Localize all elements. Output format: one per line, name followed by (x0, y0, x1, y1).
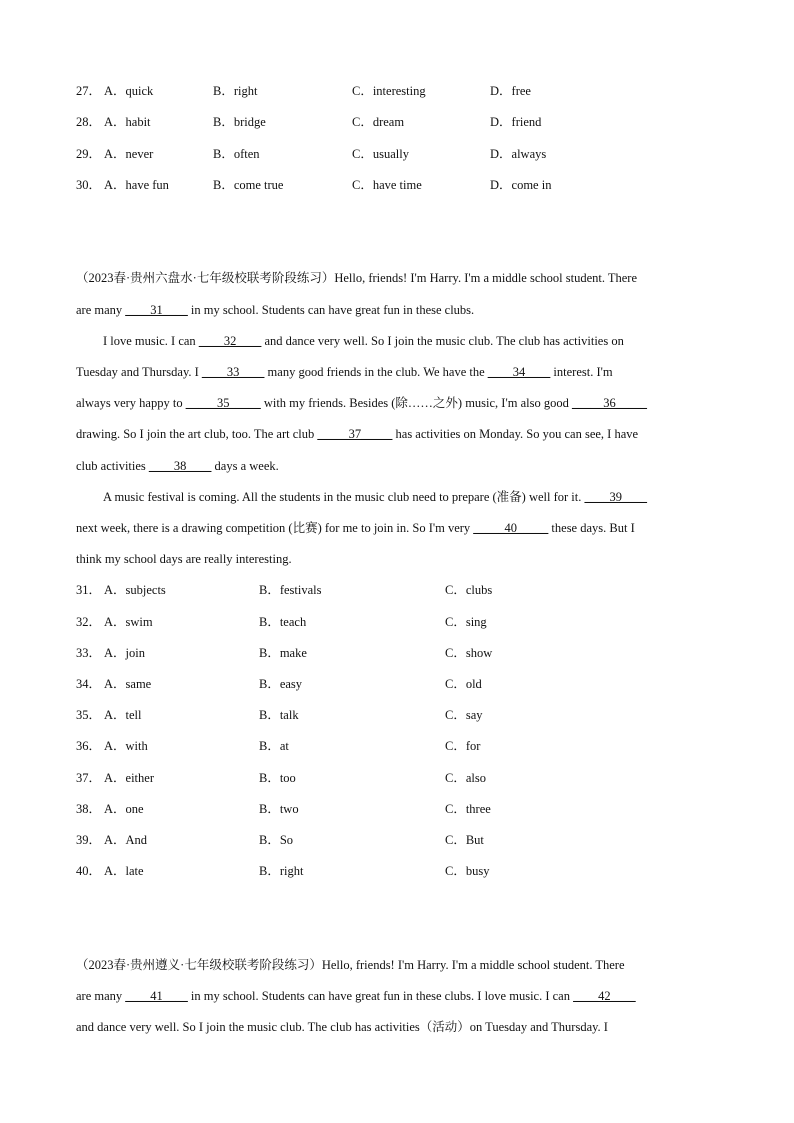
text: interest. I'm (550, 365, 613, 379)
text: A music festival is coming. All the students in the music club need to prepare (准备) well for it. (103, 490, 585, 504)
text: I love music. I can (103, 334, 199, 348)
option-c: C．But (445, 833, 484, 847)
option-c: C．dream (352, 115, 405, 129)
blank-31: ____31____ (125, 303, 188, 317)
q-number: 33． (76, 646, 102, 660)
option-c: C．show (445, 646, 493, 660)
option-b: B．come true (213, 178, 284, 192)
option-a: A．quick (104, 84, 154, 98)
q-number: 32． (76, 615, 102, 629)
option-c: C．usually (352, 147, 409, 161)
option-a: A．tell (104, 708, 142, 722)
blank-40: _____40_____ (473, 521, 549, 535)
passage2-line3: and dance very well. So I join the music club. The club has activities（活动）on Tuesday and Thursday. I (76, 1020, 608, 1034)
option-a: A．habit (104, 115, 151, 129)
option-c: C．also (445, 771, 486, 785)
q-number: 31． (76, 583, 102, 597)
option-a: A．subjects (104, 583, 166, 597)
blank-42: ____42____ (573, 989, 636, 1003)
text: and dance very well. So I join the music club. The club has activities on (261, 334, 624, 348)
option-a: A．join (104, 646, 145, 660)
q-number: 30． (76, 178, 102, 192)
option-a: A．have fun (104, 178, 169, 192)
option-d: D．come in (490, 178, 552, 192)
option-b: B．So (259, 833, 294, 847)
blank-41: ____41____ (125, 989, 188, 1003)
option-c: C．three (445, 802, 491, 816)
text: club activities (76, 459, 149, 473)
q-number: 29． (76, 147, 102, 161)
blank-32: ____32____ (198, 334, 262, 348)
passage1-line3 (76, 331, 745, 351)
q-number: 28． (76, 115, 102, 129)
option-b: B．right (213, 84, 258, 98)
option-b: B．talk (259, 708, 299, 722)
option-b: B．often (213, 147, 260, 161)
option-a: A．with (104, 739, 148, 753)
passage1-line2 (76, 300, 718, 320)
text: always very happy to (76, 396, 186, 410)
passage1-line9 (76, 518, 718, 538)
passage1-line10: think my school days are really interesting. (76, 552, 292, 566)
option-c: C．for (445, 739, 481, 753)
blank-39: ____39____ (584, 490, 648, 504)
text: has activities on Monday. So you can see, I have (392, 427, 639, 441)
option-b: B．too (259, 771, 296, 785)
text: drawing. So I join the art club, too. The art club (76, 427, 318, 441)
passage1-line5 (76, 393, 718, 413)
blank-35: _____35_____ (185, 396, 261, 410)
passage1-line4 (76, 362, 718, 382)
option-b: B．easy (259, 677, 303, 691)
blank-36: _____36_____ (571, 396, 647, 410)
option-a: A．one (104, 802, 144, 816)
text: in my school. Students can have great fun in these clubs. (187, 303, 475, 317)
q-number: 35． (76, 708, 102, 722)
option-c: C．have time (352, 178, 422, 192)
passage1-line7 (76, 456, 718, 476)
q-number: 37． (76, 771, 102, 785)
text: next week, there is a drawing competition (比赛) for me to join in. So I'm very (76, 521, 474, 535)
q-number: 38． (76, 802, 102, 816)
option-a: A．same (104, 677, 152, 691)
passage1-line6 (76, 424, 718, 444)
option-b: B．at (259, 739, 289, 753)
option-c: C．sing (445, 615, 487, 629)
text: Tuesday and Thursday. I (76, 365, 202, 379)
option-d: D．always (490, 147, 547, 161)
blank-34: ____34____ (487, 365, 551, 379)
q-number: 40． (76, 864, 102, 878)
option-b: B．two (259, 802, 299, 816)
option-d: D．free (490, 84, 531, 98)
option-a: A．never (104, 147, 154, 161)
option-c: C．clubs (445, 583, 493, 597)
option-b: B．make (259, 646, 307, 660)
option-a: A．And (104, 833, 148, 847)
blank-37: _____37_____ (317, 427, 393, 441)
text: are many (76, 303, 126, 317)
text: in my school. Students can have great fun in these clubs. I love music. I can (187, 989, 574, 1003)
option-b: B．teach (259, 615, 307, 629)
passage2-line1: （2023春·贵州遵义·七年级校联考阶段练习）Hello, friends! I'm Harry. I'm a middle school student. There (76, 958, 625, 972)
option-b: B．festivals (259, 583, 322, 597)
option-c: C．old (445, 677, 482, 691)
passage1-line1: （2023春·贵州六盘水·七年级校联考阶段练习）Hello, friends! I'm Harry. I'm a middle school student. There (76, 271, 638, 285)
option-a: A．either (104, 771, 154, 785)
text: days a week. (211, 459, 279, 473)
q-number: 36． (76, 739, 102, 753)
text: many good friends in the club. We have the (264, 365, 488, 379)
blank-33: ____33____ (201, 365, 265, 379)
q-number: 39． (76, 833, 102, 847)
passage2-line2 (76, 986, 718, 1006)
option-c: C．busy (445, 864, 490, 878)
text: with my friends. Besides (除……之外) music, I'm also good (260, 396, 572, 410)
passage1-line8 (76, 487, 745, 507)
text: are many (76, 989, 126, 1003)
q-number: 27． (76, 84, 102, 98)
q-number: 34． (76, 677, 102, 691)
option-c: C．interesting (352, 84, 426, 98)
option-a: A．late (104, 864, 144, 878)
option-a: A．swim (104, 615, 153, 629)
option-b: B．bridge (213, 115, 266, 129)
text: these days. But I (548, 521, 635, 535)
option-c: C．say (445, 708, 483, 722)
option-d: D．friend (490, 115, 542, 129)
blank-38: ____38____ (148, 459, 212, 473)
option-b: B．right (259, 864, 304, 878)
